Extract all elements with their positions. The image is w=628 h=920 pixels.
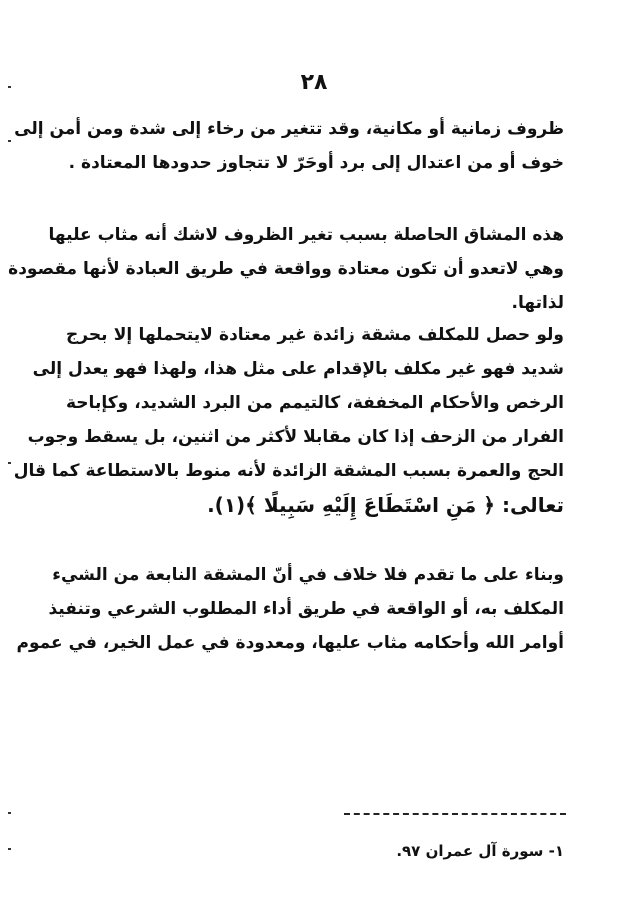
paragraph-4	[16, 558, 564, 660]
paragraph-1	[14, 112, 564, 180]
text-line: هذه المشاق الحاصلة بسبب تغير الظروف لاشك أنه مثاب عليها	[48, 225, 564, 245]
text-line: ولو حصل للمكلف مشقة زائدة غير معتادة لايتحملها إلا بحرج	[66, 325, 564, 345]
scan-edge-mark	[8, 140, 11, 142]
quran-verse-line: تعالى: ﴿ مَنِ اسْتَطَاعَ إِلَيْهِ سَبِيلًا ﴾(١).	[207, 493, 564, 517]
text-line: المكلف به، أو الواقعة في طريق أداء المطلوب الشرعي وتنفيذ	[48, 599, 564, 619]
page-number: ٢٨	[300, 70, 328, 95]
text-line: شديد فهو غير مكلف بالإقدام على مثل هذا، ولهذا فهو يعدل إلى	[32, 359, 564, 379]
text-line: أوامر الله وأحكامه مثاب عليها، ومعدودة في عمل الخير، في عموم	[16, 633, 564, 653]
scan-edge-mark	[8, 462, 11, 464]
footnote-divider	[344, 813, 566, 815]
paragraph-2	[8, 218, 564, 320]
scan-edge-mark	[8, 86, 11, 88]
text-line: ظروف زمانية أو مكانية، وقد تتغير من رخاء إلى شدة ومن أمن إلى	[14, 119, 564, 139]
paragraph-3	[13, 318, 564, 522]
text-line: الحج والعمرة بسبب المشقة الزائدة لأنه منوط بالاستطاعة كما قال	[13, 461, 564, 481]
text-line: وهي لاتعدو أن تكون معتادة وواقعة في طريق العبادة لأنها مقصودة	[8, 259, 564, 279]
scan-edge-mark	[8, 848, 11, 850]
text-line: لذاتها.	[511, 293, 564, 313]
text-line: خوف أو من اعتدال إلى برد أوحَرّ لا تتجاوز حدودها المعتادة .	[68, 153, 564, 173]
footnote: ١- سورة آل عمران ٩٧.	[396, 842, 564, 860]
scan-edge-mark	[8, 812, 11, 814]
text-line: وبناء على ما تقدم فلا خلاف في أنّ المشقة النابعة من الشيء	[52, 565, 564, 585]
text-line: الرخص والأحكام المخففة، كالتيمم من البرد الشديد، وكإباحة	[66, 393, 564, 413]
text-line: الفرار من الزحف إذا كان مقابلا لأكثر من اثنين، بل يسقط وجوب	[27, 427, 564, 447]
